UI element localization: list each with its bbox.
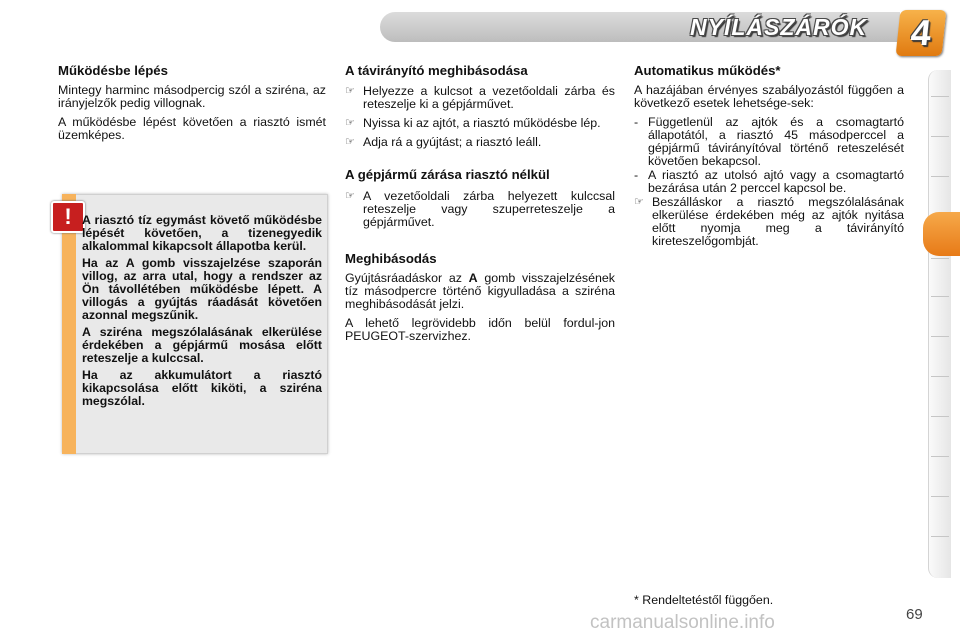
paragraph: A hazájában érvényes szabályozástól függően a következő esetek lehetsége-sek: xyxy=(634,83,904,110)
warning-icon: ! xyxy=(51,201,85,233)
section-heading-remote-failure: A távirányító meghibásodása xyxy=(345,63,528,78)
watermark: carmanualsonline.info xyxy=(590,612,775,633)
footnote: * Rendeltetéstől függően. xyxy=(634,593,774,607)
warning-paragraph: A sziréna megszólalásának elkerülése érdekében a gépjármű mosása előtt reteszelje a kulccsal. xyxy=(82,325,322,365)
paragraph: A működésbe lépést követően a riasztó ismét üzemképes. xyxy=(58,115,326,142)
chapter-number: 4 xyxy=(908,12,934,53)
paragraph: A lehető legrövidebb időn belül fordul-jon PEUGEOT-szervizhez. xyxy=(345,316,615,343)
column-2 xyxy=(345,63,615,343)
hand-pointer-icon: ☞ xyxy=(345,136,355,148)
warning-strip xyxy=(62,194,76,454)
page-number: 69 xyxy=(906,606,923,623)
list-item: ☞ Adja rá a gyújtást; a riasztó leáll. xyxy=(345,135,542,149)
paragraph: Mintegy harminc másodpercig szól a sziréna, az irányjelzők pedig villognak. xyxy=(58,83,326,110)
list-item: ☞ Helyezze a kulcsot a vezetőoldali zárba és reteszelje ki a gépjárművet. xyxy=(345,84,615,111)
warning-paragraph: Ha az A gomb visszajelzése szaporán villog, az arra utal, hogy a rendszer az Ön távollétében működésbe lépett. A villogás a gyújtás ráadását követően azonnal megszűnik. xyxy=(82,256,322,322)
section-heading-automatic: Automatikus működés* xyxy=(634,63,781,78)
warning-text xyxy=(82,214,322,412)
chapter-tab-active[interactable] xyxy=(923,212,960,256)
hand-pointer-icon: ☞ xyxy=(345,190,355,202)
warning-paragraph: A riasztó tíz egymást követő működésbe lépését követően, a tizenegyedik alkalommal kikapcsolt állapotba kerül. xyxy=(82,213,322,253)
column-3 xyxy=(634,63,904,248)
chapter-badge xyxy=(896,10,947,56)
page-header xyxy=(0,0,960,58)
chapter-tabs xyxy=(928,70,951,578)
list-item: ☞ Nyissa ki az ajtót, a riasztó működésbe lép. xyxy=(345,116,601,130)
hand-pointer-icon: ☞ xyxy=(345,85,355,97)
hand-pointer-icon: ☞ xyxy=(634,196,644,208)
chapter-title: NYÍLÁSZÁRÓK xyxy=(690,14,868,40)
paragraph: Gyújtásráadáskor az A gomb visszajelzésének tíz másodpercre történő kigyulladása a sziréna meghibásodását jelzi. xyxy=(345,271,616,311)
section-heading-activation: Működésbe lépés xyxy=(58,63,168,78)
list-item: ☞ A vezetőoldali zárba helyezett kulccsal reteszelje vagy szuperreteszelje a gépjárművet. xyxy=(345,189,615,229)
list-item: - Függetlenül az ajtók és a csomagtartó állapotától, a riasztó 45 másodperccel a gépjármű távirányítóval történő reteszelését követően bekapcsol. xyxy=(634,115,904,168)
list-item: ☞ Beszálláskor a riasztó megszólalásának elkerülése érdekében még az ajtók nyitása előtt nyomja meg a távirányító kireteszelőgombját. xyxy=(634,195,904,248)
section-heading-malfunction: Meghibásodás xyxy=(345,251,437,266)
warning-paragraph: Ha az akkumulátort a riasztó kikapcsolása előtt kiköti, a sziréna megszólal. xyxy=(82,368,322,408)
column-1 xyxy=(58,63,326,142)
list-item: - A riasztó az utolsó ajtó vagy a csomagtartó bezárása után 2 perccel kapcsol be. xyxy=(634,168,904,195)
section-heading-lock-without-alarm: A gépjármű zárása riasztó nélkül xyxy=(345,167,550,182)
hand-pointer-icon: ☞ xyxy=(345,117,355,129)
